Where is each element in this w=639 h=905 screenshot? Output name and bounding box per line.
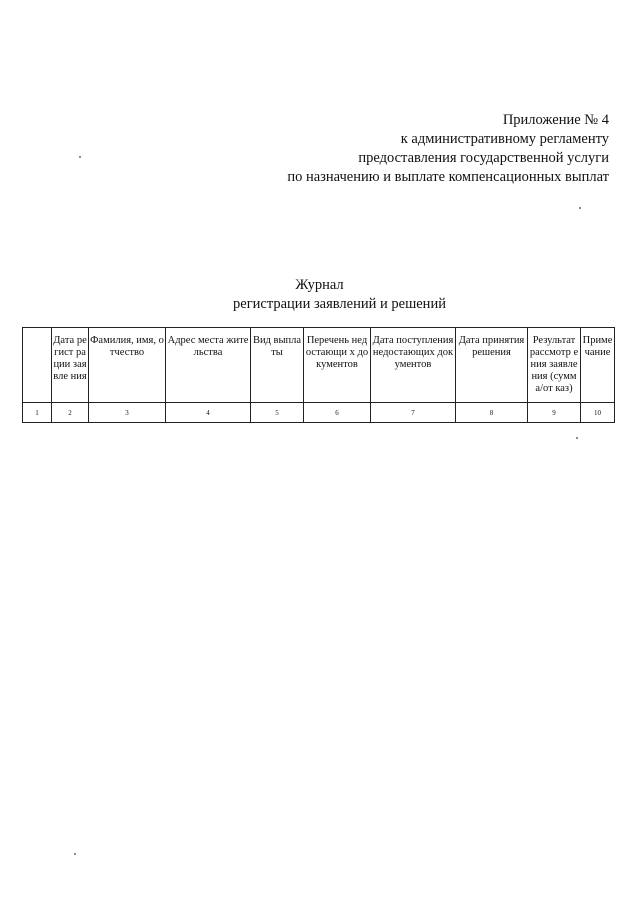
column-header-number xyxy=(23,328,52,403)
column-number: 9 xyxy=(528,403,581,423)
scan-speck xyxy=(576,437,578,439)
column-header-payment-type: Вид выплаты xyxy=(251,328,304,403)
column-number: 6 xyxy=(304,403,371,423)
column-number: 2 xyxy=(52,403,89,423)
column-number: 10 xyxy=(581,403,615,423)
scan-speck xyxy=(79,156,81,158)
column-number: 1 xyxy=(23,403,52,423)
registration-journal-table xyxy=(22,327,615,423)
journal-subtitle-line: регистрации заявлений и решений xyxy=(233,296,446,312)
table-header-row xyxy=(23,328,615,403)
column-header-missing-documents: Перечень недостающи х документов xyxy=(304,328,371,403)
appendix-heading xyxy=(189,111,609,187)
scan-speck xyxy=(579,207,581,209)
scan-speck xyxy=(74,853,76,855)
column-header-registration-date: Дата регист рации заявле ния xyxy=(52,328,89,403)
column-number: 7 xyxy=(371,403,456,423)
journal-title xyxy=(0,276,639,314)
appendix-line: предоставления государственной услуги xyxy=(358,150,609,166)
column-header-note: Приме чание xyxy=(581,328,615,403)
column-number: 3 xyxy=(89,403,166,423)
appendix-line: к административному регламенту xyxy=(400,131,609,147)
column-number-row xyxy=(23,403,615,423)
column-number: 8 xyxy=(456,403,528,423)
appendix-line: по назначению и выплате компенсационных выплат xyxy=(287,169,609,185)
column-number: 4 xyxy=(166,403,251,423)
journal-title-line: Журнал xyxy=(295,277,344,293)
column-number: 5 xyxy=(251,403,304,423)
column-header-decision-date: Дата принятия решения xyxy=(456,328,528,403)
appendix-line: Приложение № 4 xyxy=(502,112,609,128)
column-header-full-name: Фамилия, имя, отчество xyxy=(89,328,166,403)
column-header-address: Адрес места жительства xyxy=(166,328,251,403)
column-header-result: Результат рассмотр ения заявления (сумма/от каз) xyxy=(528,328,581,403)
column-header-missing-documents-date: Дата поступления недостающих документов xyxy=(371,328,456,403)
